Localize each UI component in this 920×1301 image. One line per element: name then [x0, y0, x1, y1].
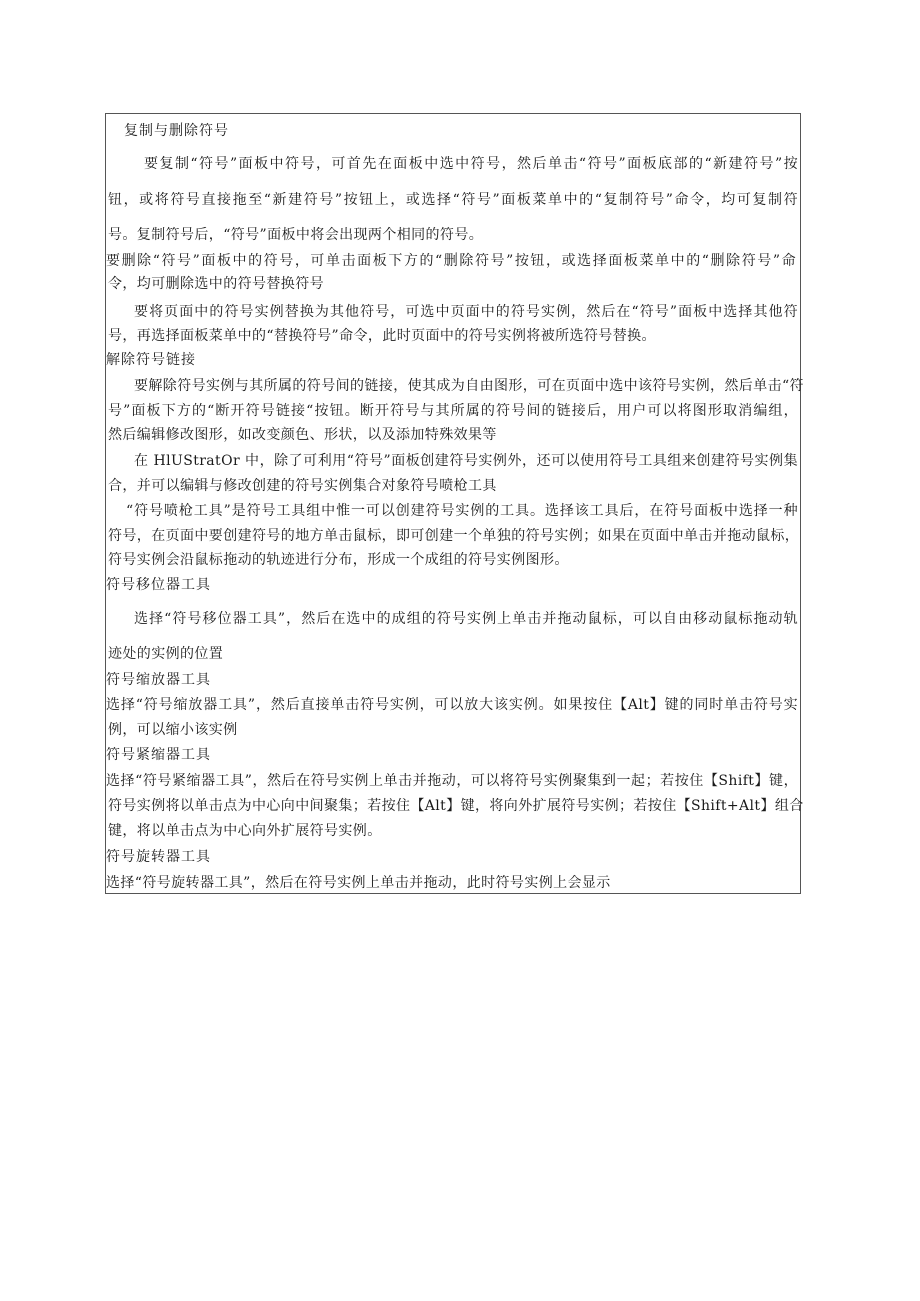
- paragraph-line: 号，再选择面板菜单中的“替换符号”命令，此时页面中的符号实例将被所选符号替换。: [108, 328, 656, 344]
- paragraph-line: 键，将以单击点为中心向外扩展符号实例。: [108, 823, 382, 839]
- heading-copy-delete: 复制与删除符号: [124, 123, 229, 139]
- paragraph-line: 要删除“符号”面板中的符号，可单击面板下方的“删除符号”按钮，或选择面板菜单中的“删除符号”命: [106, 253, 796, 269]
- paragraph-line: 例，可以缩小该实例: [108, 722, 238, 738]
- paragraph-line: 符号，在页面中要创建符号的地方单击鼠标，即可创建一个单独的符号实例；如果在页面中单击并拖动鼠标，: [108, 528, 800, 544]
- heading-scaler-tool: 符号缩放器工具: [106, 672, 211, 688]
- paragraph-line: 迹处的实例的位置: [108, 646, 224, 662]
- paragraph-line: 钮，或将符号直接拖至“新建符号”按钮上，或选择“符号”面板菜单中的“复制符号”命令，均可复制符: [108, 192, 798, 208]
- paragraph-line: 合，并可以编辑与修改创建的符号实例集合对象符号喷枪工具: [108, 478, 497, 494]
- paragraph-line: 选择“符号缩放器工具”，然后直接单击符号实例，可以放大该实例。如果按住【Alt】键的同时单击符号实: [106, 697, 798, 713]
- heading-spinner-tool: 符号旋转器工具: [106, 849, 211, 865]
- paragraph-line: 要复制“符号”面板中符号，可首先在面板中选中符号，然后单击“符号”面板底部的“新建符号”按: [144, 156, 798, 172]
- paragraph-line: 在 HlUStratOr 中，除了可利用“符号”面板创建符号实例外，还可以使用符号工具组来创建符号实例集: [134, 453, 798, 469]
- paragraph-line: 选择“符号紧缩器工具”，然后在符号实例上单击并拖动，可以将符号实例聚集到一起；若按住【Shift】键，: [106, 773, 798, 789]
- heading-shifter-tool: 符号移位器工具: [106, 577, 211, 593]
- document-frame: [105, 113, 804, 894]
- paragraph-line: 符号实例将以单击点为中心向中间聚集；若按住【Alt】键，将向外扩展符号实例；若按住【Shift+Alt】组合: [108, 798, 804, 814]
- heading-scruncher-tool: 符号紧缩器工具: [106, 747, 211, 763]
- paragraph-line: 令，均可删除选中的符号替换符号: [108, 276, 324, 292]
- paragraph-line: 号”面板下方的“断开符号链接“按钮。断开符号与其所属的符号间的链接后，用户可以将图形取消编组，: [108, 403, 798, 419]
- paragraph-line: 要解除符号实例与其所属的符号间的链接，使其成为自由图形，可在页面中选中该符号实例，然后单击“符: [134, 378, 804, 394]
- paragraph-line: 选择“符号旋转器工具”，然后在符号实例上单击并拖动，此时符号实例上会显示: [106, 875, 611, 891]
- paragraph-line: 选择“符号移位器工具”，然后在选中的成组的符号实例上单击并拖动鼠标，可以自由移动鼠标拖动轨: [134, 611, 798, 627]
- paragraph-line: 要将页面中的符号实例替换为其他符号，可选中页面中的符号实例，然后在“符号”面板中选择其他符: [134, 304, 798, 320]
- paragraph-line: 然后编辑修改图形，如改变颜色、形状，以及添加特殊效果等: [108, 427, 497, 443]
- paragraph-line: 符号实例会沿鼠标拖动的轨迹进行分布，形成一个成组的符号实例图形。: [108, 552, 569, 568]
- paragraph-line: 号。复制符号后，“符号”面板中将会出现两个相同的符号。: [108, 227, 484, 243]
- paragraph-line: “符号喷枪工具”是符号工具组中惟一可以创建符号实例的工具。选择该工具后，在符号面板中选择一种: [126, 503, 798, 519]
- heading-unlink: 解除符号链接: [106, 352, 196, 368]
